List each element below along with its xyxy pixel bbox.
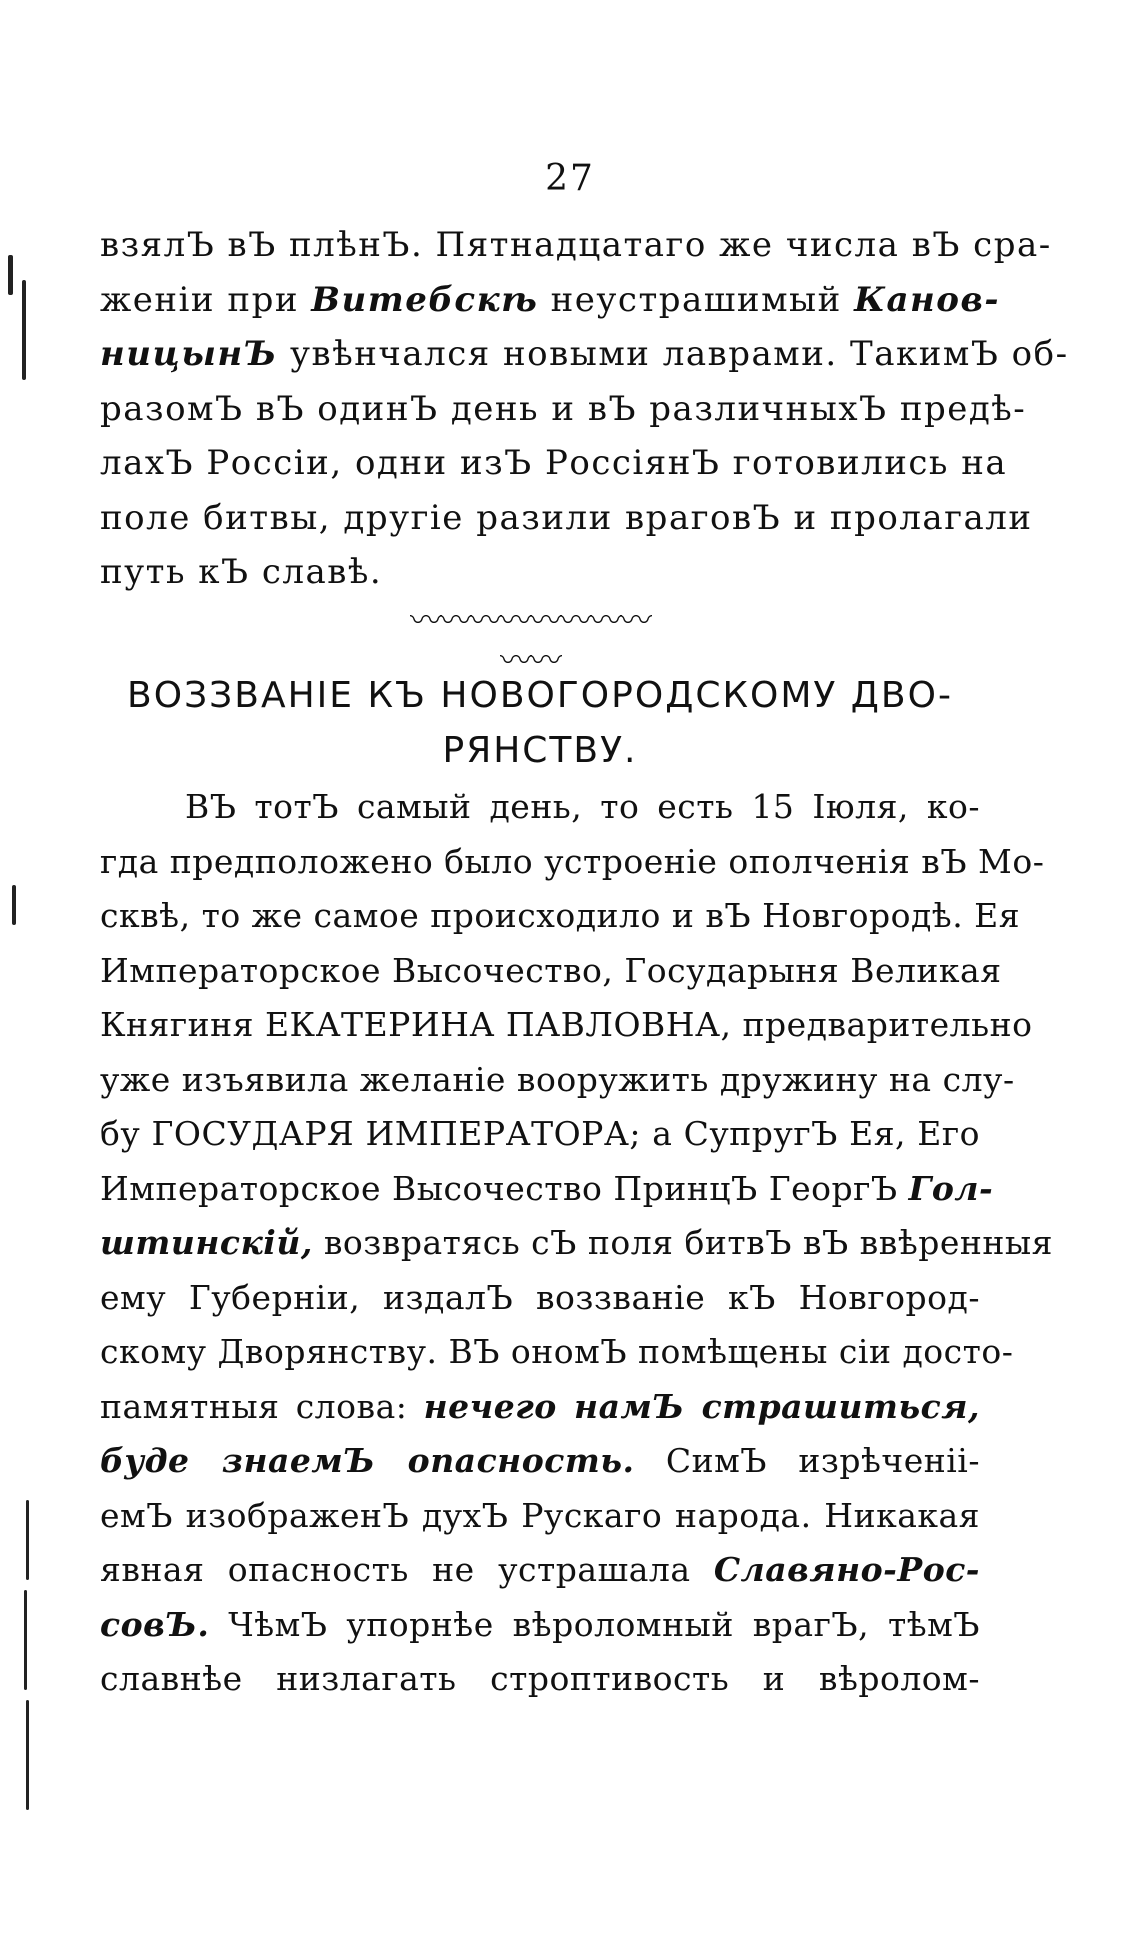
paragraph2-line [100, 1158, 994, 1220]
text-span: СимЪ изрѣченіі- [634, 1441, 980, 1480]
margin-mark [26, 1700, 29, 1810]
paragraph2-line [100, 1485, 980, 1547]
paragraph2-line [100, 885, 1021, 947]
italic-span: штинскій, [100, 1223, 313, 1262]
italic-span: Канов- [854, 279, 1000, 320]
text-span: лахЪ Россіи, одни изЪ РоссіянЪ готовились на [100, 443, 1008, 483]
paragraph2-line [100, 831, 1045, 893]
text-span: ЧѣмЪ упорнѣе вѣроломный врагЪ, тѣмЪ [209, 1604, 980, 1644]
text-span: явная опасность не устрашала [100, 1550, 714, 1589]
text-span: поле битвы, другіе разили враговЪ и пролагали [100, 497, 1033, 538]
text-span: разомЪ вЪ одинЪ день и вЪ различныхЪ предѣ- [100, 388, 1027, 429]
text-span: сквѣ, то же самое происходило и вЪ Новгородѣ. Ея [100, 896, 1021, 935]
margin-mark [26, 1500, 29, 1580]
paragraph2-line [100, 940, 1002, 1002]
text-span: путь кЪ славѣ. [100, 552, 383, 592]
text-span: ему Губерніи, издалЪ воззваніе кЪ Новгород- [100, 1277, 980, 1317]
italic-span: ницынЪ [100, 334, 278, 374]
italic-span: буде знаемЪ опасность. [100, 1441, 635, 1480]
margin-mark [8, 255, 13, 295]
text-span: ВЪ тотЪ самый день, то есть 15 Іюля, ко- [185, 787, 980, 826]
paragraph2-line [100, 1539, 980, 1601]
text-span: памятныя слова: [100, 1386, 424, 1426]
margin-mark [24, 1590, 27, 1690]
text-span: Императорское Высочество, Государыня Великая [100, 950, 1002, 990]
paragraph1-line [100, 487, 1033, 549]
paragraph2-line [100, 1267, 980, 1329]
paragraph2-line [100, 1049, 1015, 1111]
heading-line-1: ВОЗЗВАНІЕ КЪ НОВОГОРОДСКОМУ ДВО- [127, 675, 953, 716]
text-span: Княгиня ЕКАТЕРИНА ПАВЛОВНА, предварительно [100, 1005, 1033, 1044]
text-span: славнѣе низлагать строптивость и вѣролом- [100, 1659, 980, 1698]
paragraph2-line [100, 1430, 980, 1492]
text-span: увѣнчался новыми лаврами. ТакимЪ об- [277, 334, 1069, 374]
page-number: 27 [545, 158, 595, 199]
paragraph2-line [185, 776, 980, 838]
text-span: уже изъявила желаніе вооружить дружину на слу- [100, 1059, 1015, 1099]
italic-span: совЪ. [100, 1604, 210, 1644]
paragraph2-line [100, 1648, 980, 1710]
italic-span: нечего намЪ страшиться, [423, 1386, 981, 1426]
italic-span: Гол- [908, 1168, 994, 1208]
paragraph1-line [100, 269, 1000, 331]
text-span: возвратясь сЪ поля битвЪ вЪ ввѣренныя [312, 1223, 1053, 1262]
paragraph2-line [100, 1103, 980, 1165]
text-span: женіи при [100, 279, 312, 320]
text-span: емЪ изображенЪ духЪ Рускаго народа. Никакая [100, 1495, 980, 1535]
italic-span: Витебскѣ [311, 279, 539, 320]
paragraph1-line [100, 432, 1008, 494]
text-span: Императорское Высочество ПринцЪ ГеоргЪ [100, 1168, 909, 1208]
text-span: скому Дворянству. ВЪ ономЪ помѣщены сіи достo- [100, 1332, 1014, 1371]
text-span: взялЪ вЪ плѣнЪ. Пятнадцатаго же числа вЪ сра- [100, 225, 1052, 265]
text-span: гда предположено было устроеніе ополченія вЪ Мо- [100, 841, 1045, 881]
heading-line-2: РЯНСТВУ. [442, 730, 638, 771]
paragraph1-line [100, 323, 1069, 385]
italic-span: Славяно-Рос- [713, 1550, 980, 1589]
paragraph2-line [100, 1212, 1053, 1274]
paragraph1-line [100, 541, 980, 603]
paragraph2-line [100, 1321, 1014, 1383]
margin-mark [12, 885, 16, 925]
text-span: бу ГОСУДАРЯ ИМПЕРАТОРА; а СупругЪ Ея, Его [100, 1114, 980, 1153]
paragraph2-line [100, 1594, 980, 1656]
text-span: неустрашимый [538, 279, 855, 320]
paragraph2-line [100, 1376, 980, 1438]
paragraph1-line [100, 378, 1027, 440]
margin-mark [22, 280, 26, 380]
paragraph2-line [100, 994, 1033, 1056]
paragraph1-line [100, 214, 1052, 276]
ornament-divider: 〰〰〰〰〰〰〰〰〰〰 [409, 601, 650, 679]
